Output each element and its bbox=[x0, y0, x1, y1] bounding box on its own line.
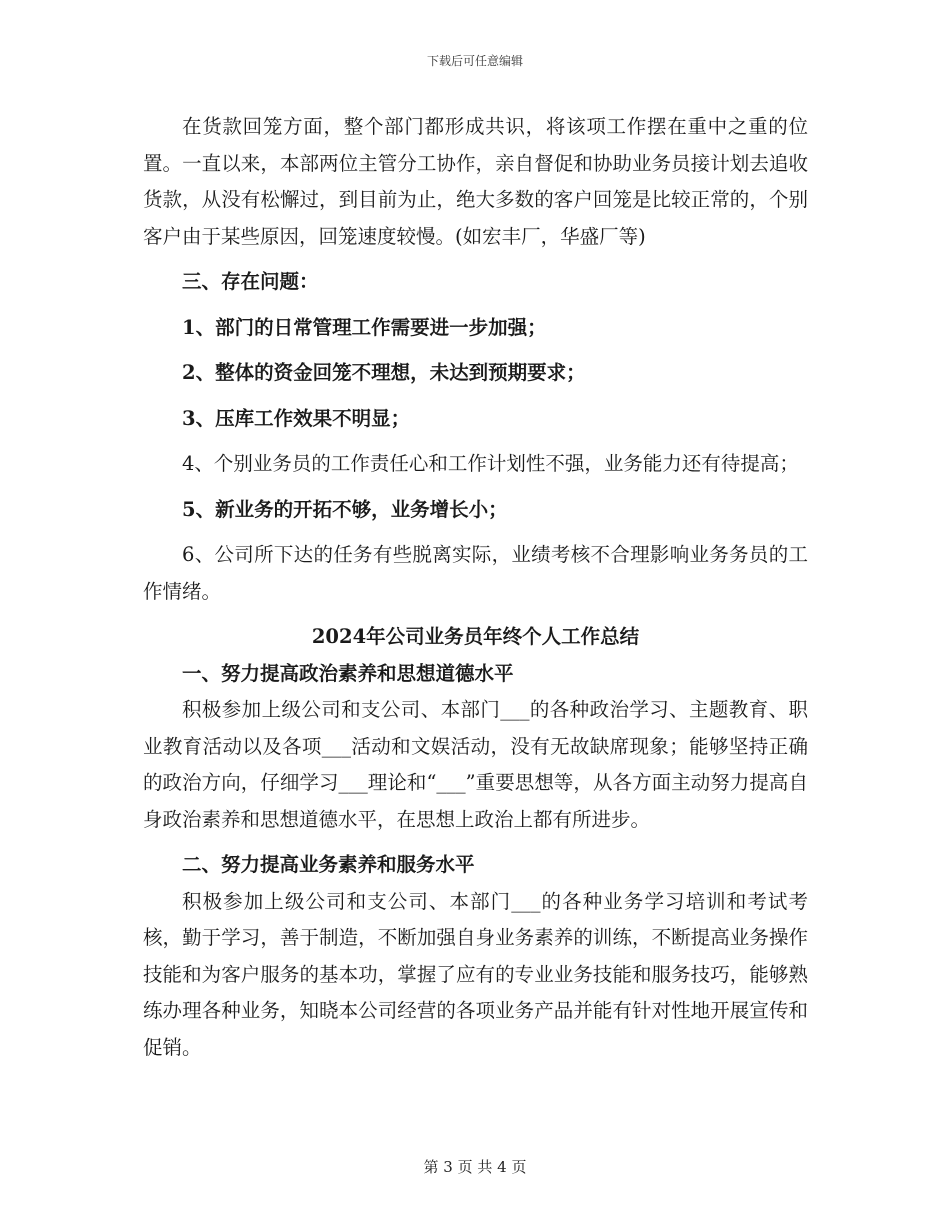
heading-section-1: 一、努力提高政治素养和思想道德水平 bbox=[182, 661, 514, 685]
problem-item-5: 5、新业务的开拓不够，业务增长小； bbox=[182, 497, 508, 521]
problem-item-1: 1、部门的日常管理工作需要进一步加强； bbox=[182, 315, 547, 339]
page-footer-number: 第 3 页 共 4 页 bbox=[423, 1158, 527, 1176]
heading-existing-problems: 三、存在问题： bbox=[182, 270, 319, 293]
document-body bbox=[143, 109, 808, 1066]
problem-item-6: 6、公司所下达的任务有些脱离实际，业绩考核不合理影响业务务员的工作情绪。 bbox=[143, 543, 808, 603]
paragraph-section-1: 积极参加上级公司和支公司、本部门___的各种政治学习、主题教育、职业教育活动以及各项___活动和文娱活动，没有无故缺席现象；能够坚持正确的政治方向，仔细学习___理论和“___”重要思想等，从各方面主动努力提高自身政治素养和思想道德水平，在思想上政治上都有所进步。 bbox=[143, 698, 808, 831]
paragraph-section-2: 积极参加上级公司和支公司、本部门___的各种业务学习培训和考试考核，勤于学习，善于制造，不断加强自身业务素养的训练，不断提高业务操作技能和为客户服务的基本功，掌握了应有的专业业务技能和服务技巧，能够熟练办理各种业务，知晓本公司经营的各项业务产品并能有针对性地开展宣传和促销。 bbox=[143, 889, 808, 1059]
document-title: 2024年公司业务员年终个人工作总结 bbox=[311, 625, 640, 648]
problem-item-3: 3、压库工作效果不明显； bbox=[182, 406, 411, 430]
paragraph-payment-collection: 在货款回笼方面，整个部门都形成共识，将该项工作摆在重中之重的位置。一直以来，本部两位主管分工协作，亲自督促和协助业务员接计划去追收货款，从没有松懈过，到目前为止，绝大多数的客户回笼是比较正常的，个别客户由于某些原因，回笼速度较慢。(如宏丰厂，华盛厂等) bbox=[143, 115, 808, 248]
heading-section-2: 二、努力提高业务素养和服务水平 bbox=[182, 853, 475, 876]
problem-item-2: 2、整体的资金回笼不理想，未达到预期要求； bbox=[182, 361, 586, 384]
problem-item-4: 4、个别业务员的工作责任心和工作计划性不强，业务能力还有待提高； bbox=[182, 452, 799, 475]
page-header-note: 下载后可任意编辑 bbox=[426, 54, 523, 68]
